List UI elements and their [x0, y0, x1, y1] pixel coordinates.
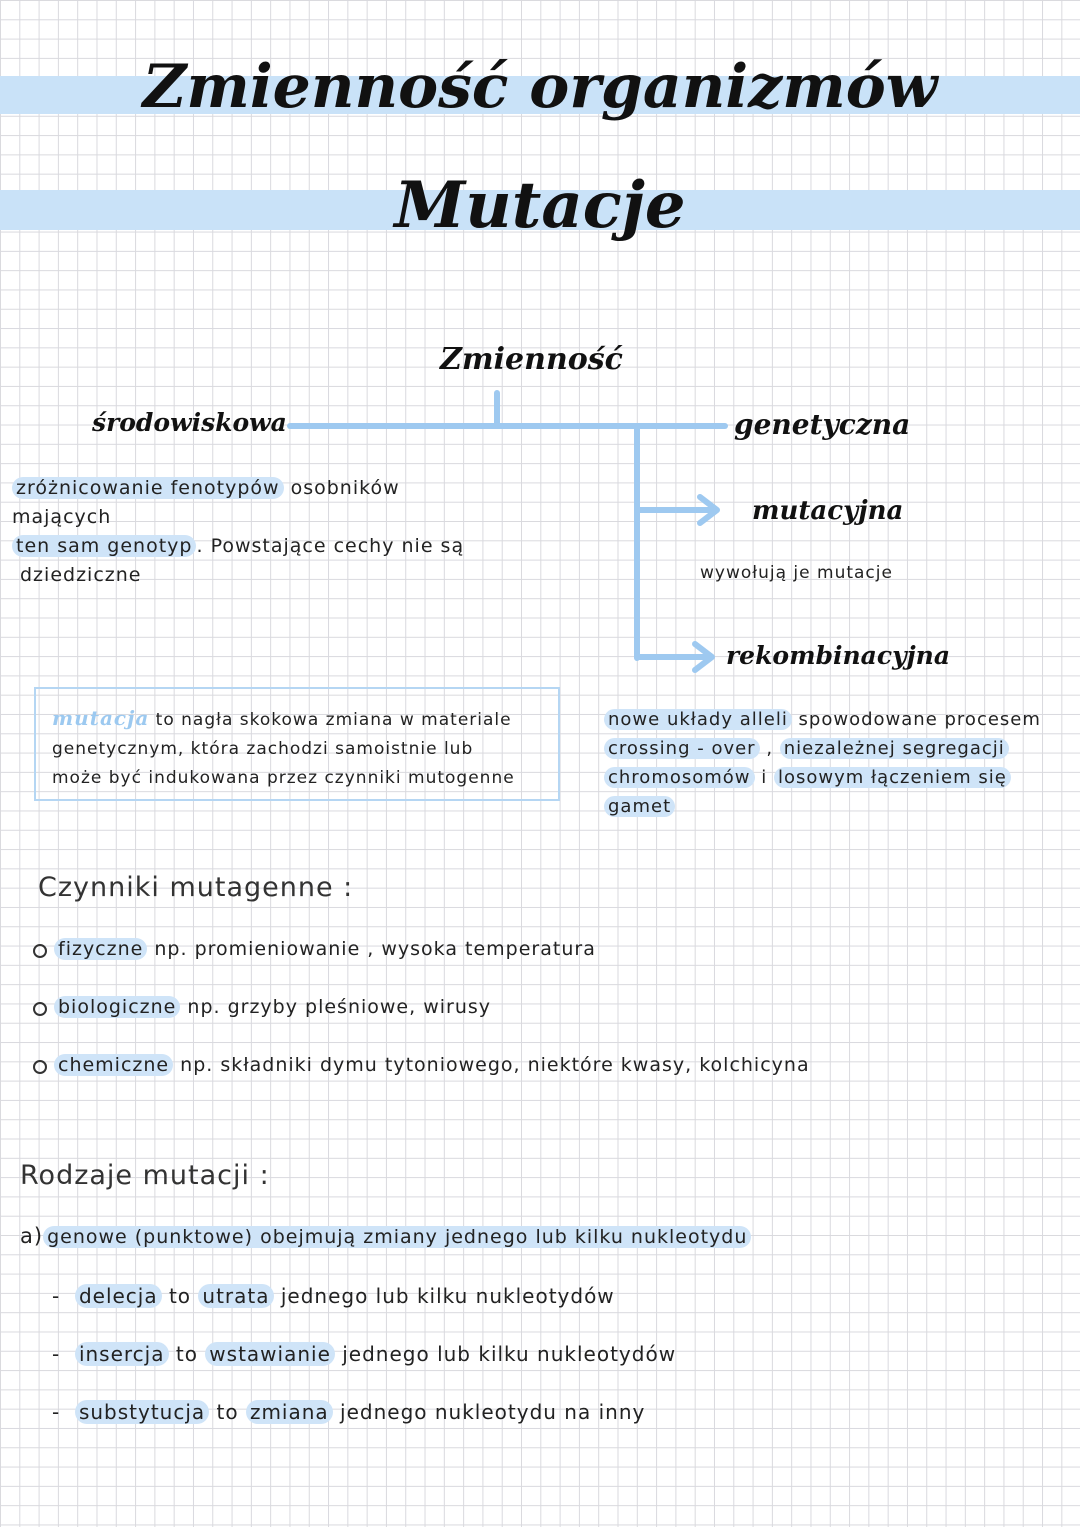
branch-label-environmental: środowiskowa [92, 408, 287, 437]
mutational-description: wywołują je mutacje [700, 563, 893, 583]
subtype-row-substitution: - substytucja to zmiana jednego nukleotydu na inny [52, 1400, 646, 1424]
type-a-row [20, 1224, 751, 1248]
subtype-action: wstawianie [205, 1342, 335, 1366]
bullet-icon [33, 1060, 47, 1074]
subtype-term: delecja [75, 1284, 162, 1308]
highlight-crossing-over: crossing - over [604, 738, 760, 759]
page-title: Zmienność organizmów [142, 52, 938, 122]
branch-label-recombinational: rekombinacyjna [726, 641, 951, 670]
highlight-genotype: ten sam genotyp [12, 535, 196, 557]
type-a-highlight: genowe (punktowe) obejmują zmiany jednego lub kilku nukleotydu [43, 1226, 751, 1248]
definition-term: mutacja [52, 706, 150, 730]
recombinational-description: nowe układy alleli spowodowane procesem crossing - over , niezależnej segregacji chromosomów i losowym łączeniem się gamet [604, 705, 1074, 821]
highlight-random-combination: losowym łączeniem się [774, 767, 1011, 788]
subtype-action: utrata [198, 1284, 273, 1308]
factor-item-physical: fizyczne np. promieniowanie , wysoka temperatura [54, 938, 596, 960]
subtype-row-insertion: - insercja to wstawianie jednego lub kilku nukleotydów [52, 1342, 677, 1366]
subtype-term: insercja [75, 1342, 169, 1366]
diagram-root-label: Zmienność [440, 342, 623, 377]
factor-highlight: biologiczne [54, 996, 180, 1018]
environmental-description: zróżnicowanie fenotypów osobników mających ten sam genotyp . Powstające cechy nie są dziedziczne [12, 477, 465, 586]
subtype-action: zmiana [246, 1400, 333, 1424]
highlight-allele-systems: nowe układy alleli [604, 709, 792, 730]
subtype-row-deletion: - delecja to utrata jednego lub kilku nukleotydów [52, 1284, 615, 1308]
factors-header: Czynniki mutagenne : [38, 872, 354, 903]
definition-text: mutacja to nagła skokowa zmiana w materiale genetycznym, która zachodzi samoistnie lub może być indukowana przez czynniki mutogenne [52, 706, 515, 788]
bullet-icon [33, 1002, 47, 1016]
highlight-independent-segregation: niezależnej segregacji [780, 738, 1009, 759]
highlight-chromosomes: chromosomów [604, 767, 755, 788]
highlight-phenotypes: zróżnicowanie fenotypów [12, 477, 284, 499]
subtype-term: substytucja [75, 1400, 209, 1424]
factor-item-chemical: chemiczne np. składniki dymu tytoniowego, niektóre kwasy, kolchicyna [54, 1054, 810, 1076]
highlight-gametes: gamet [604, 796, 675, 817]
types-header: Rodzaje mutacji : [20, 1160, 270, 1191]
factor-item-biological: biologiczne np. grzyby pleśniowe, wirusy [54, 996, 491, 1018]
branch-label-mutational: mutacyjna [752, 496, 904, 526]
type-a-prefix: a) [20, 1224, 44, 1248]
factor-highlight: fizyczne [54, 938, 147, 960]
bullet-icon [33, 944, 47, 958]
factor-highlight: chemiczne [54, 1054, 173, 1076]
page-subtitle: Mutacje [394, 168, 686, 243]
branch-label-genetic: genetyczna [734, 408, 911, 441]
